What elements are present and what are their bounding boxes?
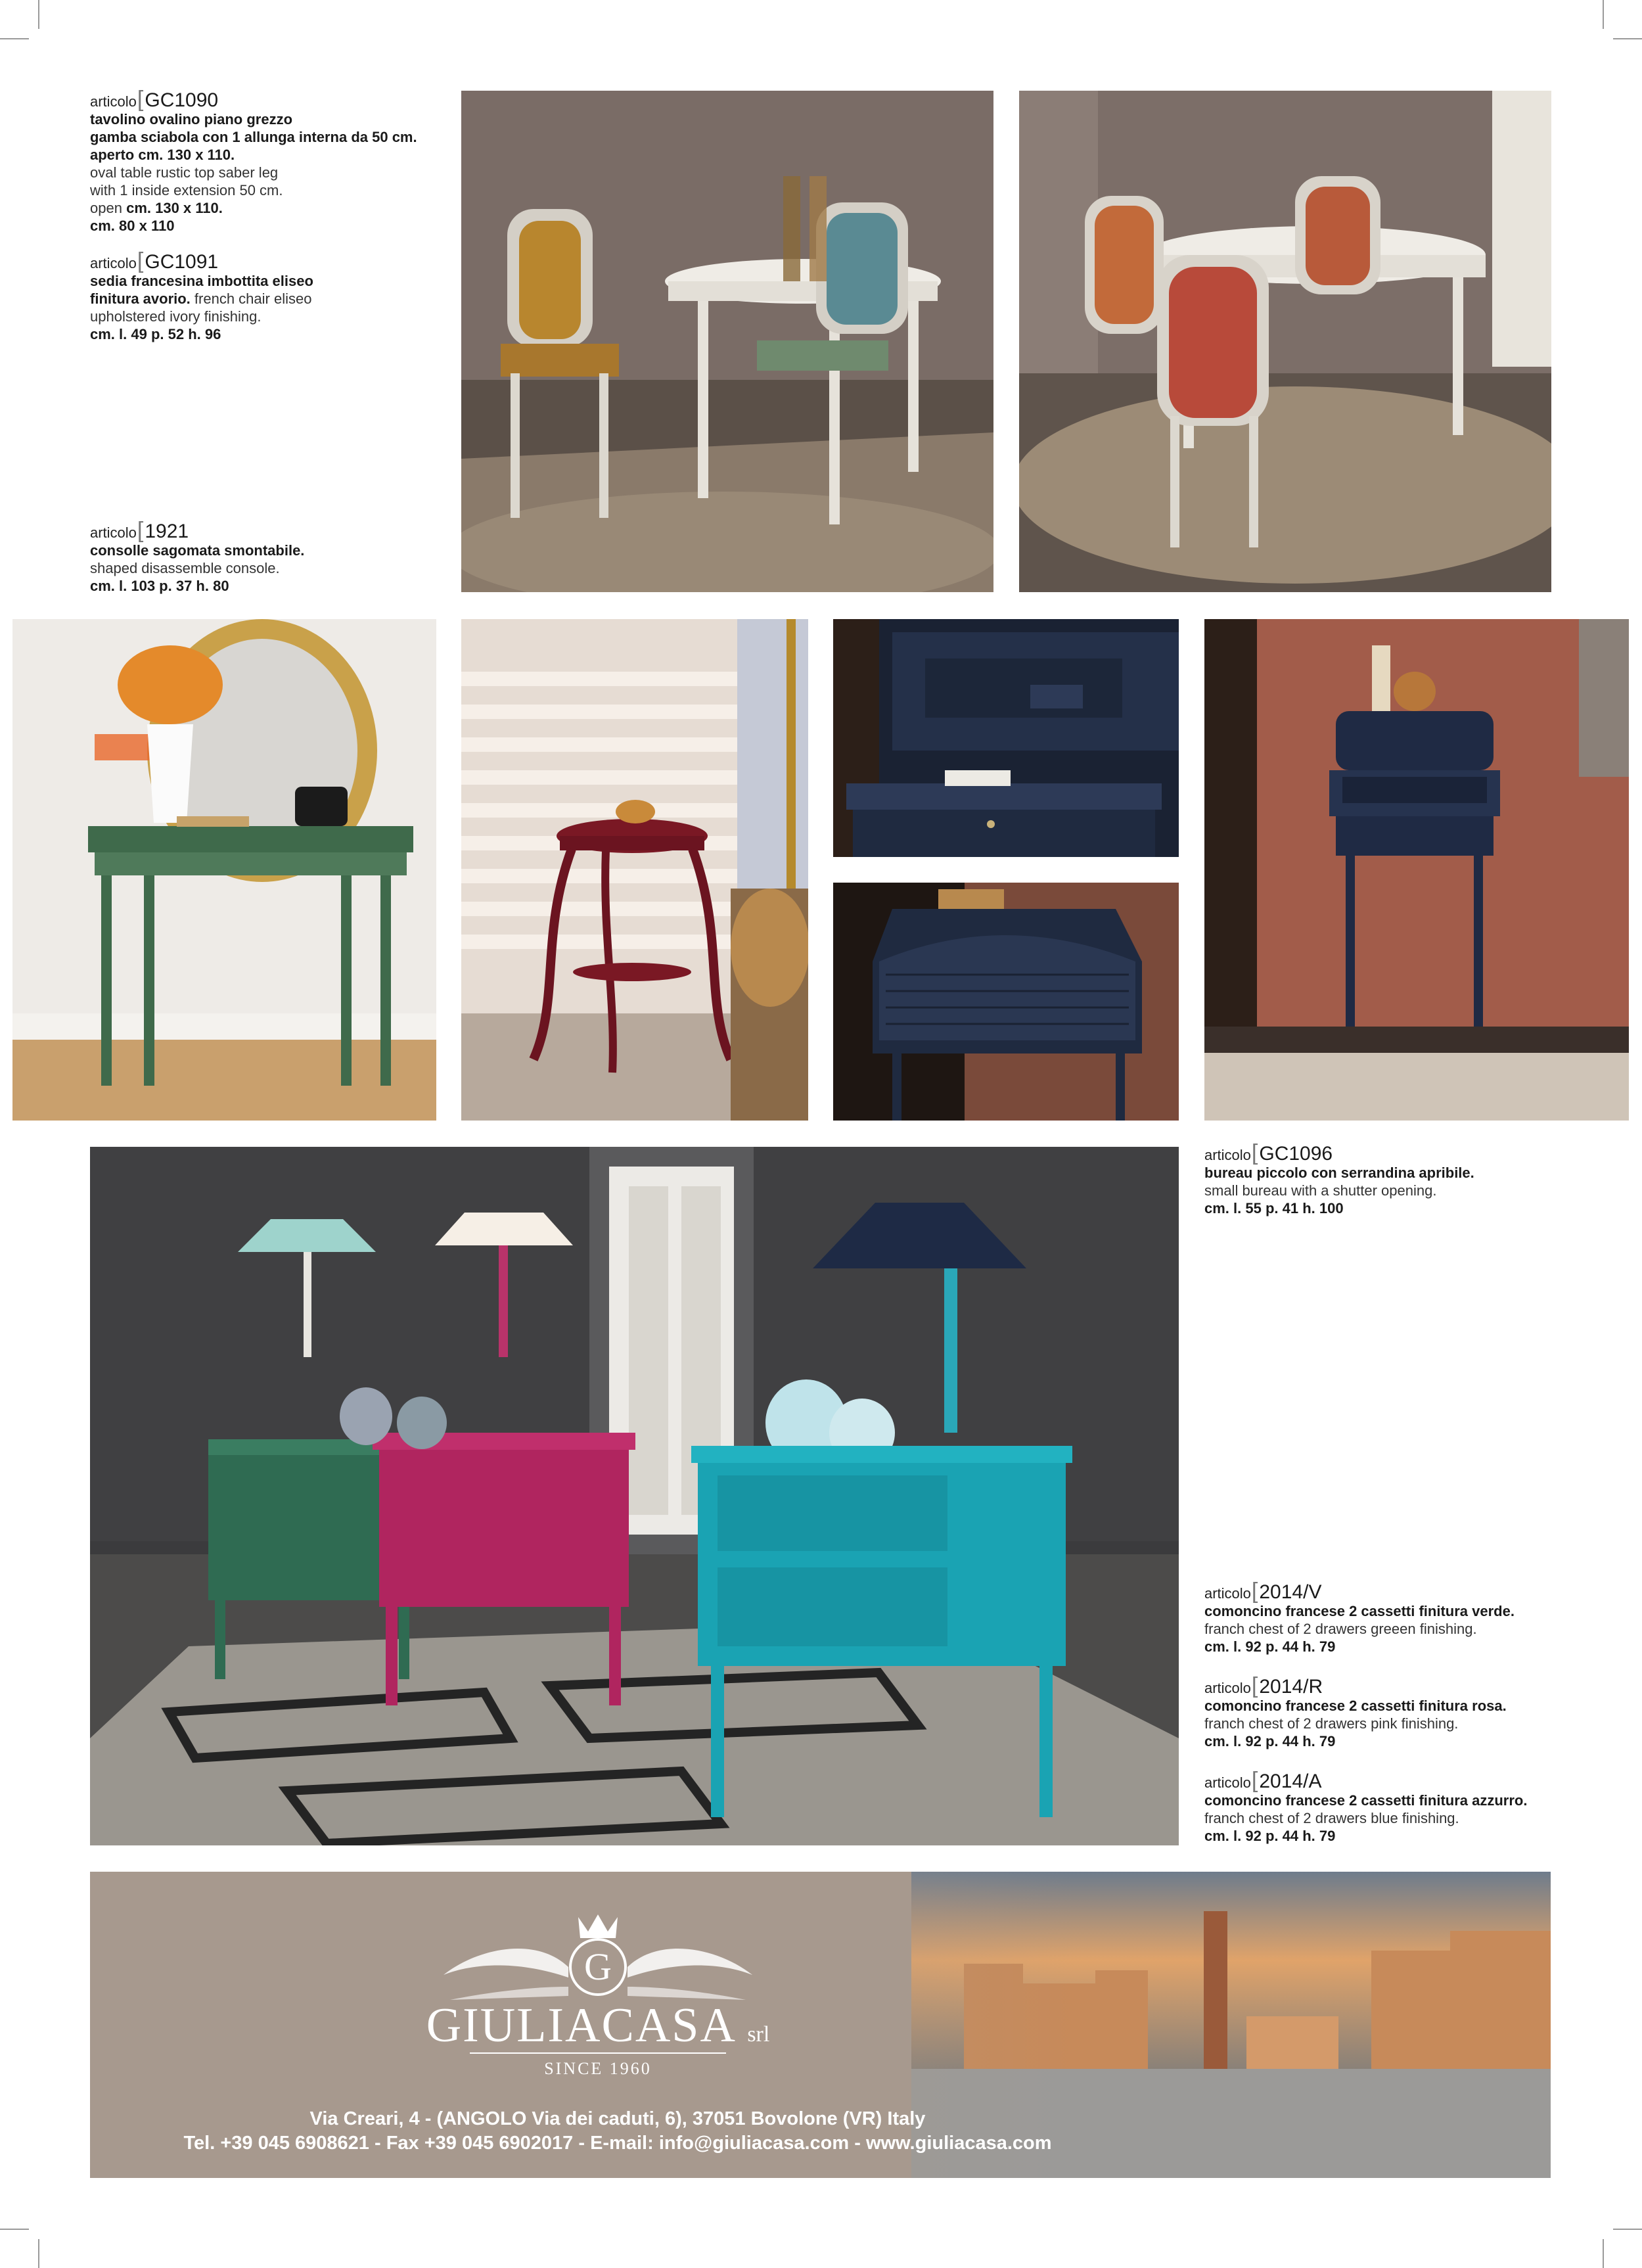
product-code: GC1091 — [145, 251, 219, 273]
open-prefix: open — [90, 200, 122, 216]
footer-contacts: Tel. +39 045 6908621 - Fax +39 045 6902017 - E-mail: info@giuliacasa.com - www.giuliacasa.com — [183, 2133, 1052, 2154]
brand-suffix: srl — [747, 2022, 770, 2047]
product-code: 2014/A — [1259, 1770, 1322, 1792]
photo-oval-table-angle — [1019, 91, 1551, 592]
crop-mark — [1613, 38, 1642, 39]
brand-initial: G — [584, 1945, 612, 1988]
articolo-label: articolo — [90, 255, 137, 271]
description-line: franch chest of 2 drawers greeen finishing. — [1204, 1621, 1477, 1637]
product-size: cm. l. 49 p. 52 h. 96 — [90, 326, 221, 342]
description-line: french chair eliseo — [190, 290, 312, 307]
description-line: aperto cm. 130 x 110. — [90, 147, 235, 163]
photo-bureau-gc1096 — [1204, 619, 1629, 1121]
product-code: 2014/V — [1259, 1581, 1322, 1603]
product-code: 2014/R — [1259, 1676, 1323, 1698]
product-1921-caption: articolo[1921 consolle sagomata smontabile. shaped disassemble console. cm. l. 103 p. 37 h. 80 — [90, 522, 458, 595]
description-line: comoncino francese 2 cassetti finitura azzurro. — [1204, 1792, 1528, 1809]
description-line: with 1 inside extension 50 cm. — [90, 182, 283, 198]
photo-bureau-open — [833, 619, 1179, 857]
articolo-label: articolo — [1204, 1774, 1251, 1791]
description-line: franch chest of 2 drawers pink finishing. — [1204, 1715, 1459, 1732]
description-line: tavolino ovalino piano grezzo — [90, 111, 293, 127]
product-gc1091-caption: articolo[GC1091 sedia francesina imbottita eliseo finitura avorio. french chair eliseo upholstered ivory finishing. cm. l. 49 p. 52 h. 96 — [90, 252, 458, 343]
crop-mark — [1603, 2239, 1604, 2268]
brand-divider — [470, 2052, 726, 2054]
crop-mark — [0, 38, 29, 39]
crop-mark — [1603, 0, 1604, 29]
product-gc1096-caption: articolo[GC1096 bureau piccolo con serrandina apribile. small bureau with a shutter opening. cm. l. 55 p. 41 h. 100 — [1204, 1144, 1625, 1217]
product-code: GC1096 — [1259, 1143, 1333, 1165]
description-line: gamba sciabola con 1 allunga interna da 50 cm. — [90, 129, 417, 145]
product-2014r-caption: articolo[2014/R comoncino francese 2 cassetti finitura rosa. franch chest of 2 drawers pink finishing. cm. l. 92 p. 44 h. 79 — [1204, 1677, 1625, 1750]
crop-mark — [1613, 2229, 1642, 2230]
articolo-label: articolo — [1204, 1585, 1251, 1602]
crop-mark — [38, 0, 39, 29]
product-gc1090-caption: articolo[GC1090 tavolino ovalino piano grezzo gamba sciabola con 1 allunga interna da 50 cm. aperto cm. 130 x 110. oval table rustic top saber leg with 1 inside extension 50 cm. open cm. 130 x 110. cm. 80 x 110 — [90, 91, 458, 235]
crop-mark — [0, 2229, 29, 2230]
open-size: cm. 130 x 110. — [126, 200, 223, 216]
photo-coffee-table-2206 — [461, 619, 808, 1121]
articolo-label: articolo — [1204, 1147, 1251, 1163]
photo-bureau-closed — [833, 883, 1179, 1121]
product-size: cm. l. 92 p. 44 h. 79 — [1204, 1638, 1336, 1655]
product-size: cm. l. 103 p. 37 h. 80 — [90, 578, 229, 594]
description-line: small bureau with a shutter opening. — [1204, 1182, 1437, 1199]
product-size: cm. 80 x 110 — [90, 218, 175, 234]
product-size: cm. l. 55 p. 41 h. 100 — [1204, 1200, 1344, 1216]
description-line: comoncino francese 2 cassetti finitura rosa. — [1204, 1698, 1507, 1714]
crop-mark — [38, 2239, 39, 2268]
product-code: 1921 — [145, 521, 189, 542]
description-line: sedia francesina imbottita eliseo — [90, 273, 313, 289]
product-2014a-caption: articolo[2014/A comoncino francese 2 cassetti finitura azzurro. franch chest of 2 drawers blue finishing. cm. l. 92 p. 44 h. 79 — [1204, 1772, 1625, 1845]
photo-chests-2014 — [90, 1147, 1179, 1845]
footer-address: Via Creari, 4 - (ANGOLO Via dei caduti, 6), 37051 Bovolone (VR) Italy — [309, 2108, 926, 2129]
brand-name: GIULIACASA — [426, 1999, 734, 2052]
description-line: oval table rustic top saber leg — [90, 164, 279, 181]
brand-since: SINCE 1960 — [544, 2059, 652, 2078]
description-line: upholstered ivory finishing. — [90, 308, 262, 325]
description-line: bureau piccolo con serrandina apribile. — [1204, 1165, 1474, 1181]
product-size: cm. l. 92 p. 44 h. 79 — [1204, 1828, 1336, 1844]
photo-oval-table-front — [461, 91, 993, 592]
articolo-label: articolo — [90, 524, 137, 541]
photo-console-1921 — [12, 619, 436, 1121]
articolo-label: articolo — [90, 93, 137, 110]
description-line: comoncino francese 2 cassetti finitura verde. — [1204, 1603, 1515, 1619]
description-line: consolle sagomata smontabile. — [90, 542, 305, 559]
articolo-label: articolo — [1204, 1680, 1251, 1696]
product-size: cm. l. 92 p. 44 h. 79 — [1204, 1733, 1336, 1749]
description-line: finitura avorio. — [90, 290, 191, 307]
description-line: franch chest of 2 drawers blue finishing. — [1204, 1810, 1459, 1826]
description-line: shaped disassemble console. — [90, 560, 280, 576]
product-2014v-caption: articolo[2014/V comoncino francese 2 cassetti finitura verde. franch chest of 2 drawers greeen finishing. cm. l. 92 p. 44 h. 79 — [1204, 1583, 1625, 1655]
product-code: GC1090 — [145, 89, 219, 111]
